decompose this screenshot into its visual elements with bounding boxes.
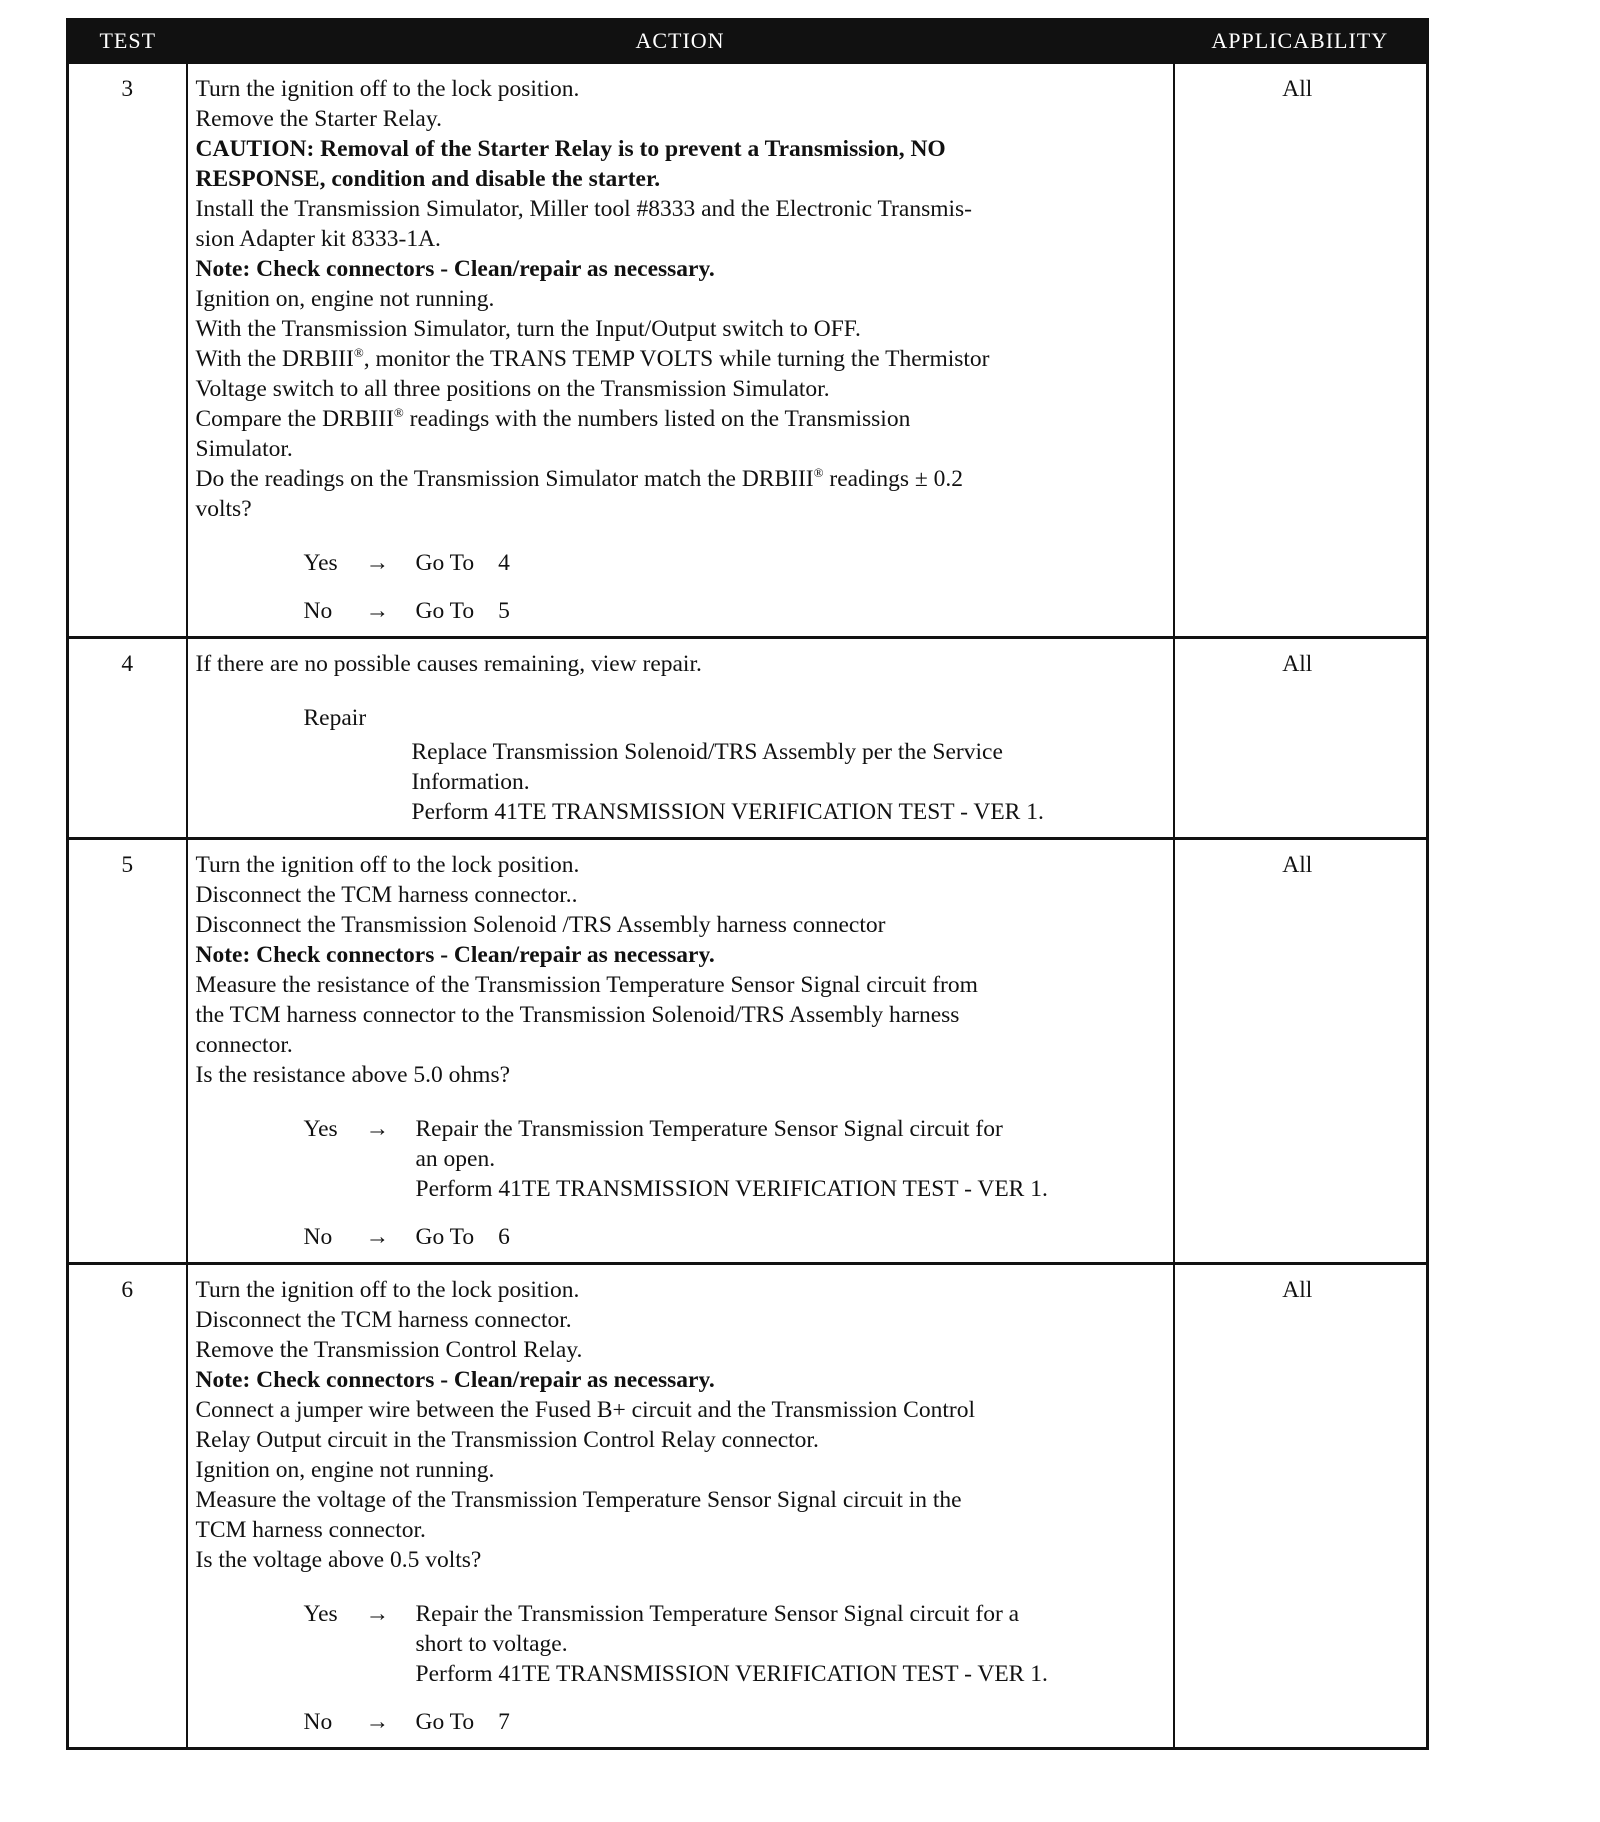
goto-link[interactable]: Go To 4 bbox=[415, 550, 510, 576]
repair-line: Replace Transmission Solenoid/TRS Assembly per the Service bbox=[411, 739, 1003, 765]
action-line: Remove the Transmission Control Relay. bbox=[195, 1337, 583, 1363]
yes-branch bbox=[196, 1599, 1165, 1689]
action-line: Disconnect the Transmission Solenoid /TRS Assembly harness connector bbox=[195, 912, 886, 938]
action-cell bbox=[187, 1264, 1174, 1749]
caution-line: CAUTION: Removal of the Starter Relay is to prevent a Transmission, NO bbox=[195, 136, 946, 162]
repair-line: Perform 41TE TRANSMISSION VERIFICATION TEST - VER 1. bbox=[411, 799, 1044, 825]
applicability: All bbox=[1174, 839, 1428, 1264]
action-line: Simulator. bbox=[195, 436, 293, 462]
action-line: Turn the ignition off to the lock position. bbox=[195, 76, 580, 102]
action-line: TCM harness connector. bbox=[195, 1517, 426, 1543]
no-branch bbox=[196, 1222, 1165, 1252]
repair-line: Information. bbox=[411, 769, 530, 795]
note-line: Note: Check connectors - Clean/repair as necessary. bbox=[195, 942, 715, 968]
header-action: ACTION bbox=[187, 20, 1174, 63]
action-line: Do the readings on the Transmission Simulator match the DRBIII® readings ± 0.2 bbox=[195, 465, 964, 492]
action-line: Voltage switch to all three positions on the Transmission Simulator. bbox=[195, 376, 830, 402]
action-line: the TCM harness connector to the Transmission Solenoid/TRS Assembly harness bbox=[195, 1002, 960, 1028]
action-line: Connect a jumper wire between the Fused B+ circuit and the Transmission Control bbox=[195, 1397, 975, 1423]
action-line: connector. bbox=[195, 1032, 293, 1058]
arrow-icon: → bbox=[365, 1116, 389, 1142]
test-number: 3 bbox=[68, 63, 187, 638]
yes-label: Yes bbox=[303, 1601, 338, 1627]
test-number: 6 bbox=[68, 1264, 187, 1749]
repair-instructions bbox=[196, 737, 1165, 827]
result-line: Perform 41TE TRANSMISSION VERIFICATION TEST - VER 1. bbox=[415, 1661, 1048, 1687]
result-line: Repair the Transmission Temperature Sensor Signal circuit for a bbox=[415, 1601, 1020, 1627]
test-number: 4 bbox=[68, 638, 187, 839]
table-row-test-4 bbox=[68, 638, 1428, 839]
arrow-icon: → bbox=[365, 550, 389, 576]
test-number: 5 bbox=[68, 839, 187, 1264]
repair-label: Repair bbox=[303, 705, 367, 731]
yes-result bbox=[416, 1114, 1165, 1204]
action-cell bbox=[187, 839, 1174, 1264]
yes-label: Yes bbox=[303, 1116, 338, 1142]
applicability: All bbox=[1174, 63, 1428, 638]
no-label: No bbox=[303, 1224, 333, 1250]
action-line: Turn the ignition off to the lock position. bbox=[195, 1277, 580, 1303]
arrow-icon: → bbox=[365, 598, 389, 624]
table-row-test-5 bbox=[68, 839, 1428, 1264]
yes-label: Yes bbox=[303, 550, 338, 576]
yes-result bbox=[416, 1599, 1165, 1689]
result-line: short to voltage. bbox=[415, 1631, 568, 1657]
goto-link[interactable]: Go To 6 bbox=[415, 1224, 510, 1250]
note-line: Note: Check connectors - Clean/repair as necessary. bbox=[195, 1367, 715, 1393]
no-label: No bbox=[303, 598, 333, 624]
action-line: Disconnect the TCM harness connector. bbox=[195, 1307, 572, 1333]
action-line: Remove the Starter Relay. bbox=[195, 106, 442, 132]
action-line: Measure the resistance of the Transmission Temperature Sensor Signal circuit from bbox=[195, 972, 978, 998]
action-line: Measure the voltage of the Transmission Temperature Sensor Signal circuit in the bbox=[195, 1487, 962, 1513]
arrow-icon: → bbox=[365, 1601, 389, 1627]
header-applicability: APPLICABILITY bbox=[1174, 20, 1428, 63]
action-line: sion Adapter kit 8333-1A. bbox=[195, 226, 441, 252]
arrow-icon: → bbox=[365, 1709, 389, 1735]
note-line: Note: Check connectors - Clean/repair as necessary. bbox=[195, 256, 715, 282]
goto-link[interactable]: Go To 7 bbox=[415, 1709, 510, 1735]
action-line: Is the resistance above 5.0 ohms? bbox=[195, 1062, 511, 1088]
action-line: Compare the DRBIII® readings with the numbers listed on the Transmission bbox=[195, 405, 911, 432]
no-label: No bbox=[303, 1709, 333, 1735]
action-line: With the Transmission Simulator, turn the Input/Output switch to OFF. bbox=[195, 316, 861, 342]
action-line: Disconnect the TCM harness connector.. bbox=[195, 882, 578, 908]
diagnostic-procedure-table bbox=[66, 18, 1429, 1750]
action-line: With the DRBIII®, monitor the TRANS TEMP VOLTS while turning the Thermistor bbox=[195, 345, 990, 372]
caution-line: RESPONSE, condition and disable the starter. bbox=[195, 166, 661, 192]
action-cell bbox=[187, 638, 1174, 839]
applicability: All bbox=[1174, 1264, 1428, 1749]
action-line: Relay Output circuit in the Transmission Control Relay connector. bbox=[195, 1427, 819, 1453]
no-branch bbox=[196, 596, 1165, 626]
action-line: If there are no possible causes remaining, view repair. bbox=[195, 651, 702, 677]
action-line: Turn the ignition off to the lock position. bbox=[195, 852, 580, 878]
table-row-test-6 bbox=[68, 1264, 1428, 1749]
table-row-test-3 bbox=[68, 63, 1428, 638]
action-line: Is the voltage above 0.5 volts? bbox=[195, 1547, 482, 1573]
action-cell bbox=[187, 63, 1174, 638]
arrow-icon: → bbox=[365, 1224, 389, 1250]
result-line: an open. bbox=[415, 1146, 496, 1172]
applicability: All bbox=[1174, 638, 1428, 839]
action-line: Ignition on, engine not running. bbox=[195, 286, 495, 312]
header-test: TEST bbox=[68, 20, 187, 63]
action-line: Install the Transmission Simulator, Miller tool #8333 and the Electronic Transmis- bbox=[195, 196, 972, 222]
action-line: volts? bbox=[195, 496, 252, 522]
yes-branch bbox=[196, 548, 1165, 578]
no-branch bbox=[196, 1707, 1165, 1737]
result-line: Repair the Transmission Temperature Sensor Signal circuit for bbox=[415, 1116, 1003, 1142]
action-line: Ignition on, engine not running. bbox=[195, 1457, 495, 1483]
yes-branch bbox=[196, 1114, 1165, 1204]
result-line: Perform 41TE TRANSMISSION VERIFICATION TEST - VER 1. bbox=[415, 1176, 1048, 1202]
table-header-row bbox=[68, 20, 1428, 63]
goto-link[interactable]: Go To 5 bbox=[415, 598, 510, 624]
